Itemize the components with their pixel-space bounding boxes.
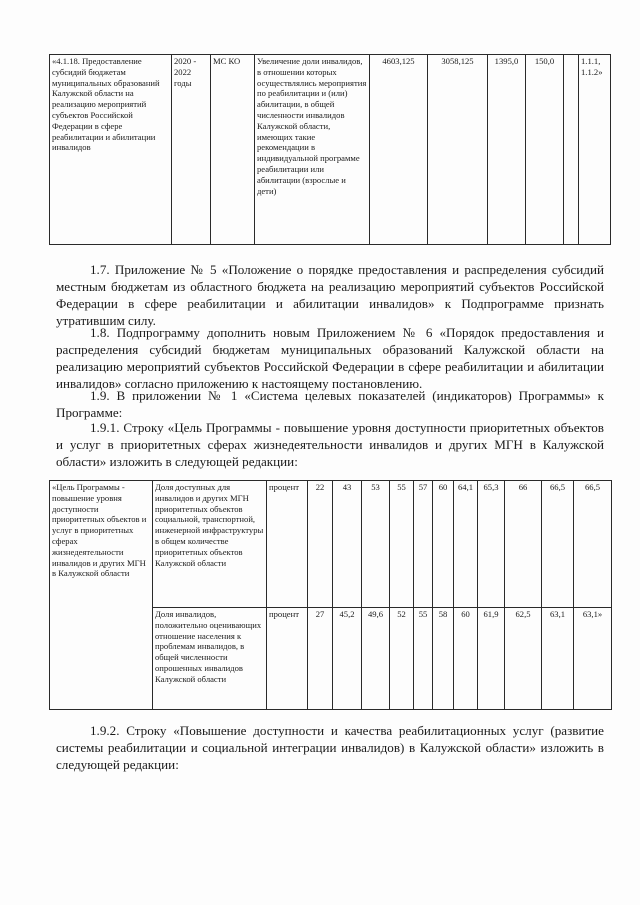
indicator-value: 63,1» bbox=[574, 608, 612, 710]
indicator-value: 58 bbox=[433, 608, 454, 710]
indicator-unit: процент bbox=[267, 608, 308, 710]
indicator-value: 22 bbox=[308, 481, 333, 608]
indicator-value: 57 bbox=[414, 481, 433, 608]
indicator-value: 64,1 bbox=[454, 481, 478, 608]
indicator-value: 60 bbox=[433, 481, 454, 608]
indicator-value: 66,5 bbox=[542, 481, 574, 608]
indicator-value: 45,2 bbox=[333, 608, 362, 710]
activity-name: «4.1.18. Предоставление субсидий бюджетам муниципальных образований Калужской области на реализацию мероприятий субъектов Российской Федерации в сфере реабилитации и абилитации инвалидов bbox=[50, 55, 172, 245]
program-activity-table bbox=[49, 54, 611, 245]
indicator-name: Доля инвалидов, положительно оценивающих отношение населения к проблемам инвалидов, в общей численности опрошенных инвалидов Калужской области bbox=[153, 608, 267, 710]
funding-year-2: 1395,0 bbox=[488, 55, 526, 245]
paragraph-1-9-1: 1.9.1. Строку «Цель Программы - повышение уровня доступности приоритетных объектов и услуг в приоритетных сферах жизнедеятельности инвалидов и других МГН в Калужской области» изложить в следующей редакции: bbox=[56, 420, 604, 470]
indicator-value: 49,6 bbox=[362, 608, 390, 710]
activity-period: 2020 - 2022 годы bbox=[172, 55, 211, 245]
indicator-table bbox=[49, 480, 612, 710]
funding-year-1: 3058,125 bbox=[428, 55, 488, 245]
indicator-value: 27 bbox=[308, 608, 333, 710]
indicator-value: 62,5 bbox=[505, 608, 542, 710]
indicator-value: 60 bbox=[454, 608, 478, 710]
table-row bbox=[50, 55, 611, 245]
activity-result: Увеличение доли инвалидов, в отношении которых осуществлялись мероприятия по реабилитации и (или) абилитации, в общей численности инвалидов Калужской области, имеющих такие рекомендации в индивидуальной программе реабилитации или абилитации (взрослые и дети) bbox=[255, 55, 370, 245]
indicator-value: 43 bbox=[333, 481, 362, 608]
indicator-value: 66,5 bbox=[574, 481, 612, 608]
indicator-link: 1.1.1, 1.1.2» bbox=[579, 55, 611, 245]
program-goal: «Цель Программы - повышение уровня доступности приоритетных объектов и услуг в приоритетных сферах жизнедеятельности инвалидов и других МГН в Калужской области bbox=[50, 481, 153, 710]
indicator-value: 52 bbox=[390, 608, 414, 710]
indicator-name: Доля доступных для инвалидов и других МГН приоритетных объектов социальной, транспортной, инженерной инфраструктуры в общем количестве приоритетных объектов Калужской области bbox=[153, 481, 267, 608]
indicator-value: 53 bbox=[362, 481, 390, 608]
indicator-value: 63,1 bbox=[542, 608, 574, 710]
indicator-value: 65,3 bbox=[478, 481, 505, 608]
paragraph-1-9: 1.9. В приложении № 1 «Система целевых показателей (индикаторов) Программы» к Программе: bbox=[56, 388, 604, 421]
table-row bbox=[50, 481, 612, 608]
activity-executor: МС КО bbox=[211, 55, 255, 245]
funding-year-3: 150,0 bbox=[526, 55, 564, 245]
paragraph-1-7: 1.7. Приложение № 5 «Положение о порядке предоставления и распределения субсидий местным бюджетам из областного бюджета на реализацию мероприятий субъектов Российской Федерации в сфере реабилитации и абилитации инвалидов» к Подпрограмме признать утратившим силу. bbox=[56, 262, 604, 329]
funding-total: 4603,125 bbox=[370, 55, 428, 245]
indicator-value: 61,9 bbox=[478, 608, 505, 710]
indicator-value: 66 bbox=[505, 481, 542, 608]
indicator-value: 55 bbox=[414, 608, 433, 710]
paragraph-1-8: 1.8. Подпрограмму дополнить новым Приложением № 6 «Порядок предоставления и распределения субсидий бюджетам муниципальных образований Калужской области на реализацию мероприятий субъектов Российской Федерации в сфере реабилитации и абилитации инвалидов» согласно приложению к настоящему постановлению. bbox=[56, 325, 604, 392]
funding-empty bbox=[564, 55, 579, 245]
indicator-unit: процент bbox=[267, 481, 308, 608]
indicator-value: 55 bbox=[390, 481, 414, 608]
paragraph-1-9-2: 1.9.2. Строку «Повышение доступности и качества реабилитационных услуг (развитие системы реабилитации и социальной интеграции инвалидов) в Калужской области» изложить в следующей редакции: bbox=[56, 723, 604, 773]
